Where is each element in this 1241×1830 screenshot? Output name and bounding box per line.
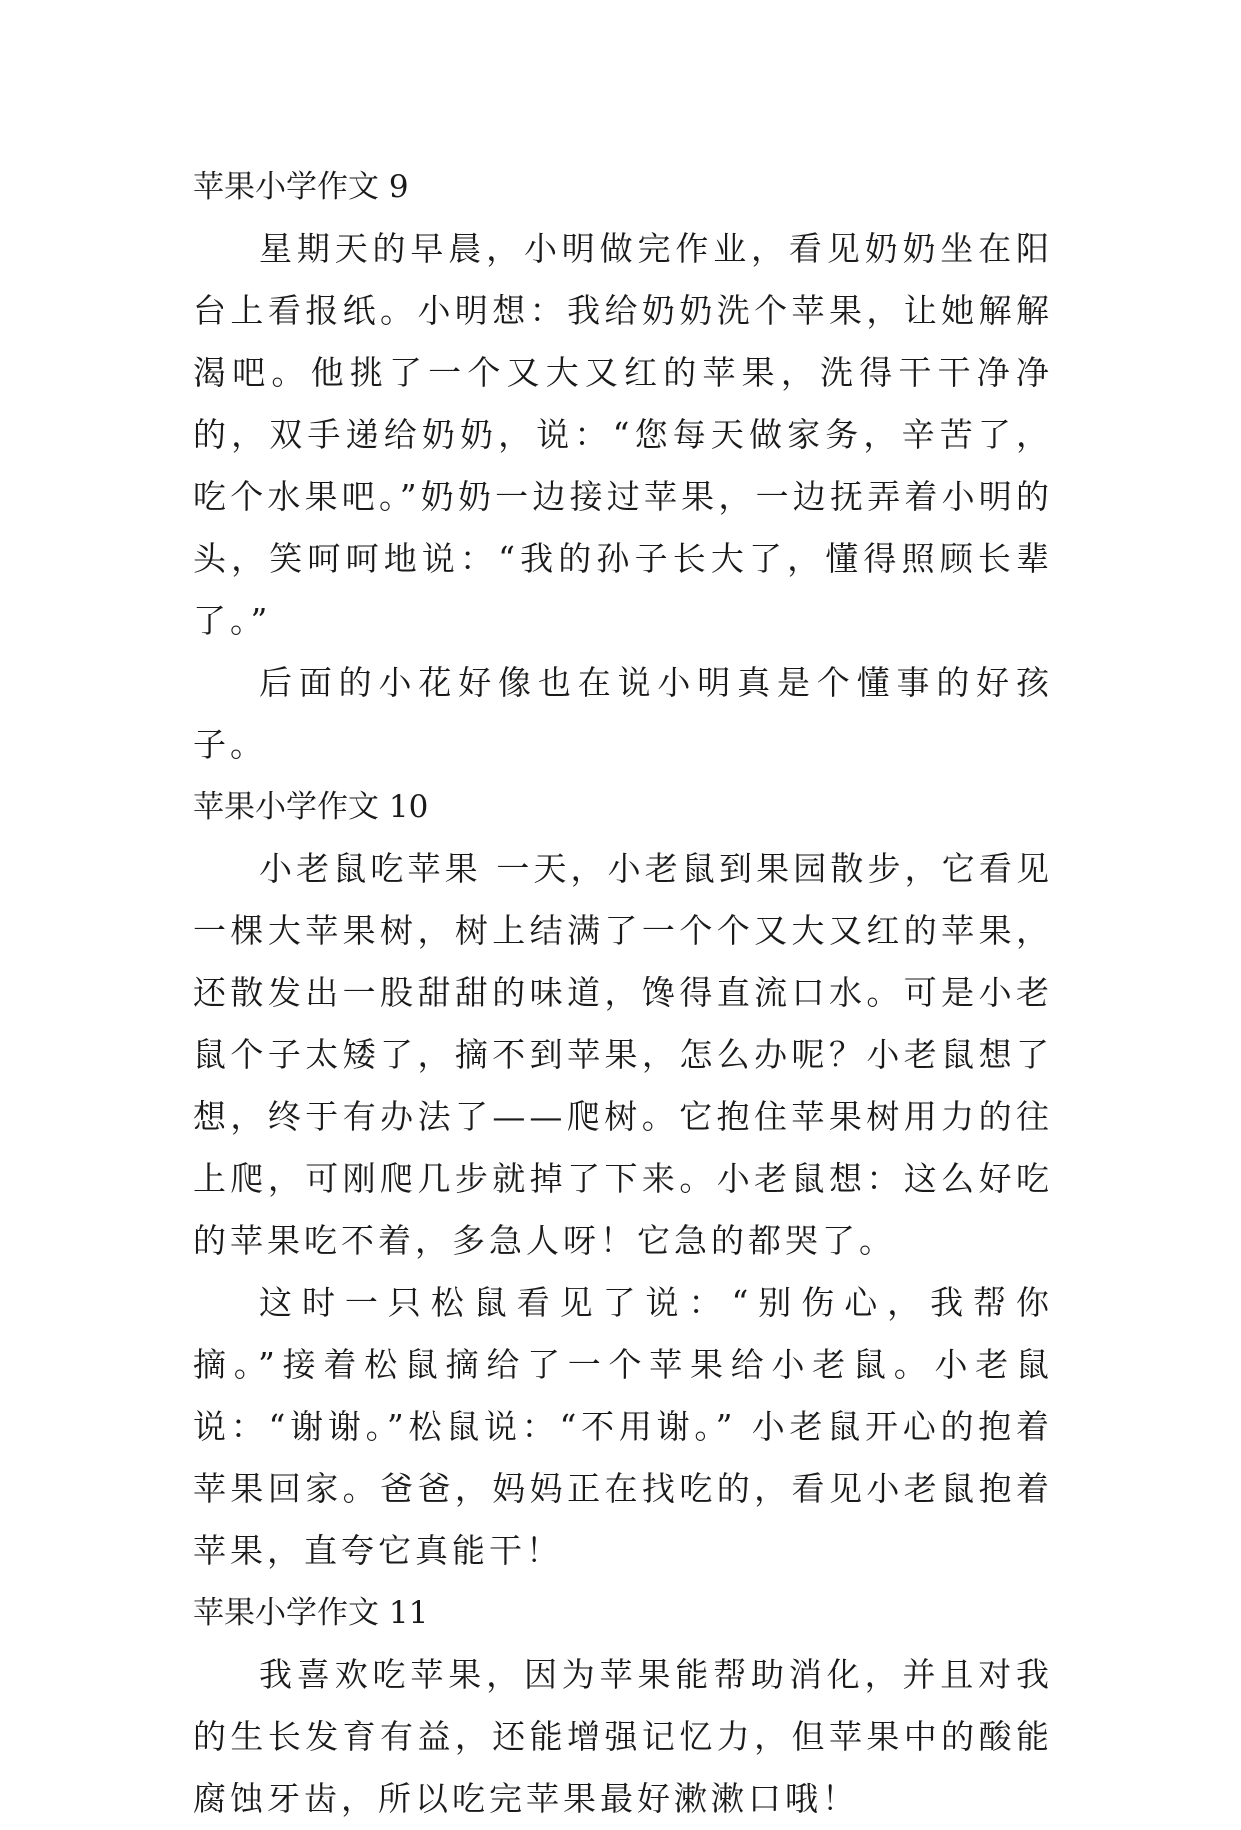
- document-page: [193, 156, 1053, 1830]
- essay-section-11: [193, 1582, 1053, 1830]
- paragraph: 星期天的早晨，小明做完作业，看见奶奶坐在阳台上看报纸。小明想：我给奶奶洗个苹果，让她解解渴吧。他挑了一个又大又红的苹果，洗得干干净净的，双手递给奶奶，说：“您每天做家务，辛苦了，吃个水果吧。”奶奶一边接过苹果，一边抚弄着小明的头，笑呵呵地说：“我的孙子长大了，懂得照顾长辈了。”: [193, 229, 1053, 640]
- section-title: 苹果小学作文 10: [193, 789, 429, 825]
- paragraph: 后面的小花好像也在说小明真是个懂事的好孩子。: [193, 663, 1053, 764]
- section-title: 苹果小学作文 11: [193, 1595, 429, 1631]
- section-title: 苹果小学作文 9: [193, 169, 409, 205]
- paragraph: 小老鼠吃苹果 一天，小老鼠到果园散步，它看见一棵大苹果树，树上结满了一个个又大又红的苹果，还散发出一股甜甜的味道，馋得直流口水。可是小老鼠个子太矮了，摘不到苹果，怎么办呢？小老鼠想了想，终于有办法了——爬树。它抱住苹果树用力的往上爬，可刚爬几步就掉了下来。小老鼠想：这么好吃的苹果吃不着，多急人呀！它急的都哭了。: [193, 849, 1053, 1260]
- paragraph: 这时一只松鼠看见了说：“别伤心，我帮你摘。”接着松鼠摘给了一个苹果给小老鼠。小老鼠说：“谢谢。”松鼠说：“不用谢。” 小老鼠开心的抱着苹果回家。爸爸，妈妈正在找吃的，看见小老鼠抱着苹果，直夸它真能干！: [193, 1283, 1053, 1570]
- essay-section-9: [193, 156, 1053, 776]
- essay-section-10: [193, 776, 1053, 1582]
- paragraph: 我喜欢吃苹果，因为苹果能帮助消化，并且对我的生长发育有益，还能增强记忆力，但苹果中的酸能腐蚀牙齿，所以吃完苹果最好漱漱口哦！: [193, 1655, 1053, 1818]
